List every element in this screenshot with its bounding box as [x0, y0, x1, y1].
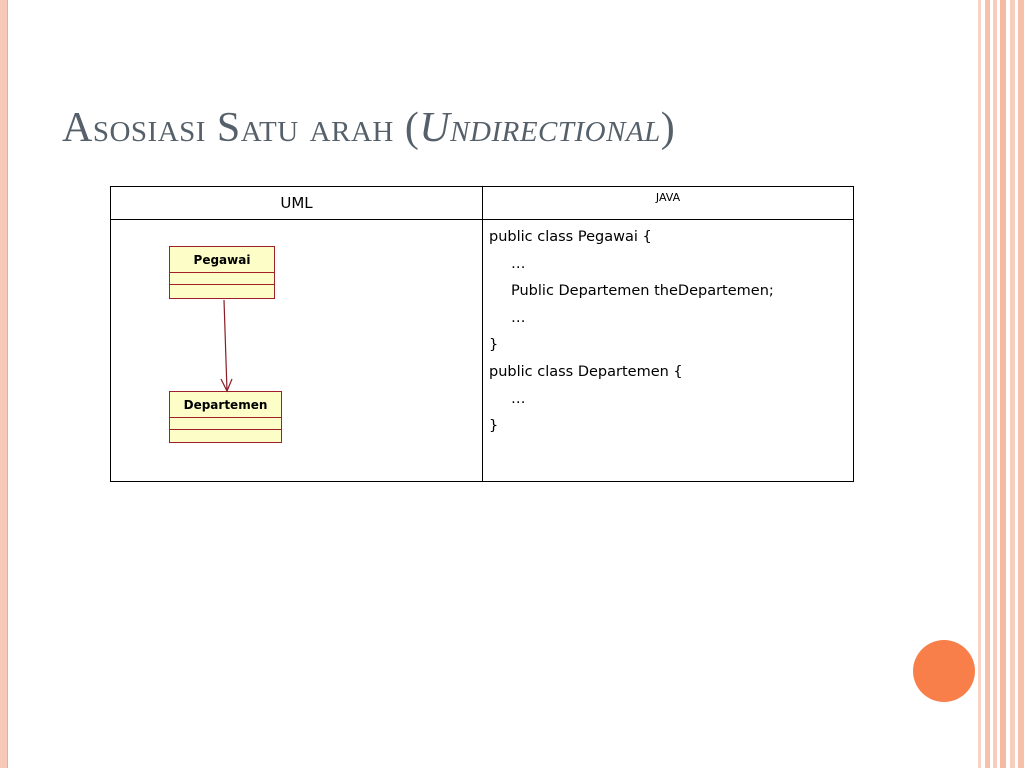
header-java: JAVA	[655, 191, 681, 204]
code-line: Public Departemen theDepartemen;	[511, 283, 774, 299]
decorative-orange-circle	[913, 640, 975, 702]
code-line: }	[489, 418, 499, 434]
uml-class-name: Departemen	[170, 392, 281, 418]
uml-class-name: Pegawai	[170, 247, 274, 273]
code-line: }	[489, 337, 499, 353]
association-line	[224, 300, 227, 391]
slide-title-main: Asosiasi Satu arah (	[62, 105, 420, 151]
code-line: …	[511, 391, 526, 407]
code-line: …	[511, 256, 526, 272]
slide-title-end: )	[660, 105, 676, 151]
code-line: public class Departemen {	[489, 364, 683, 380]
code-line: …	[511, 310, 526, 326]
header-uml: UML	[280, 194, 313, 212]
code-line: public class Pegawai {	[489, 229, 652, 245]
slide-title-italic: Undirectional	[419, 105, 661, 151]
